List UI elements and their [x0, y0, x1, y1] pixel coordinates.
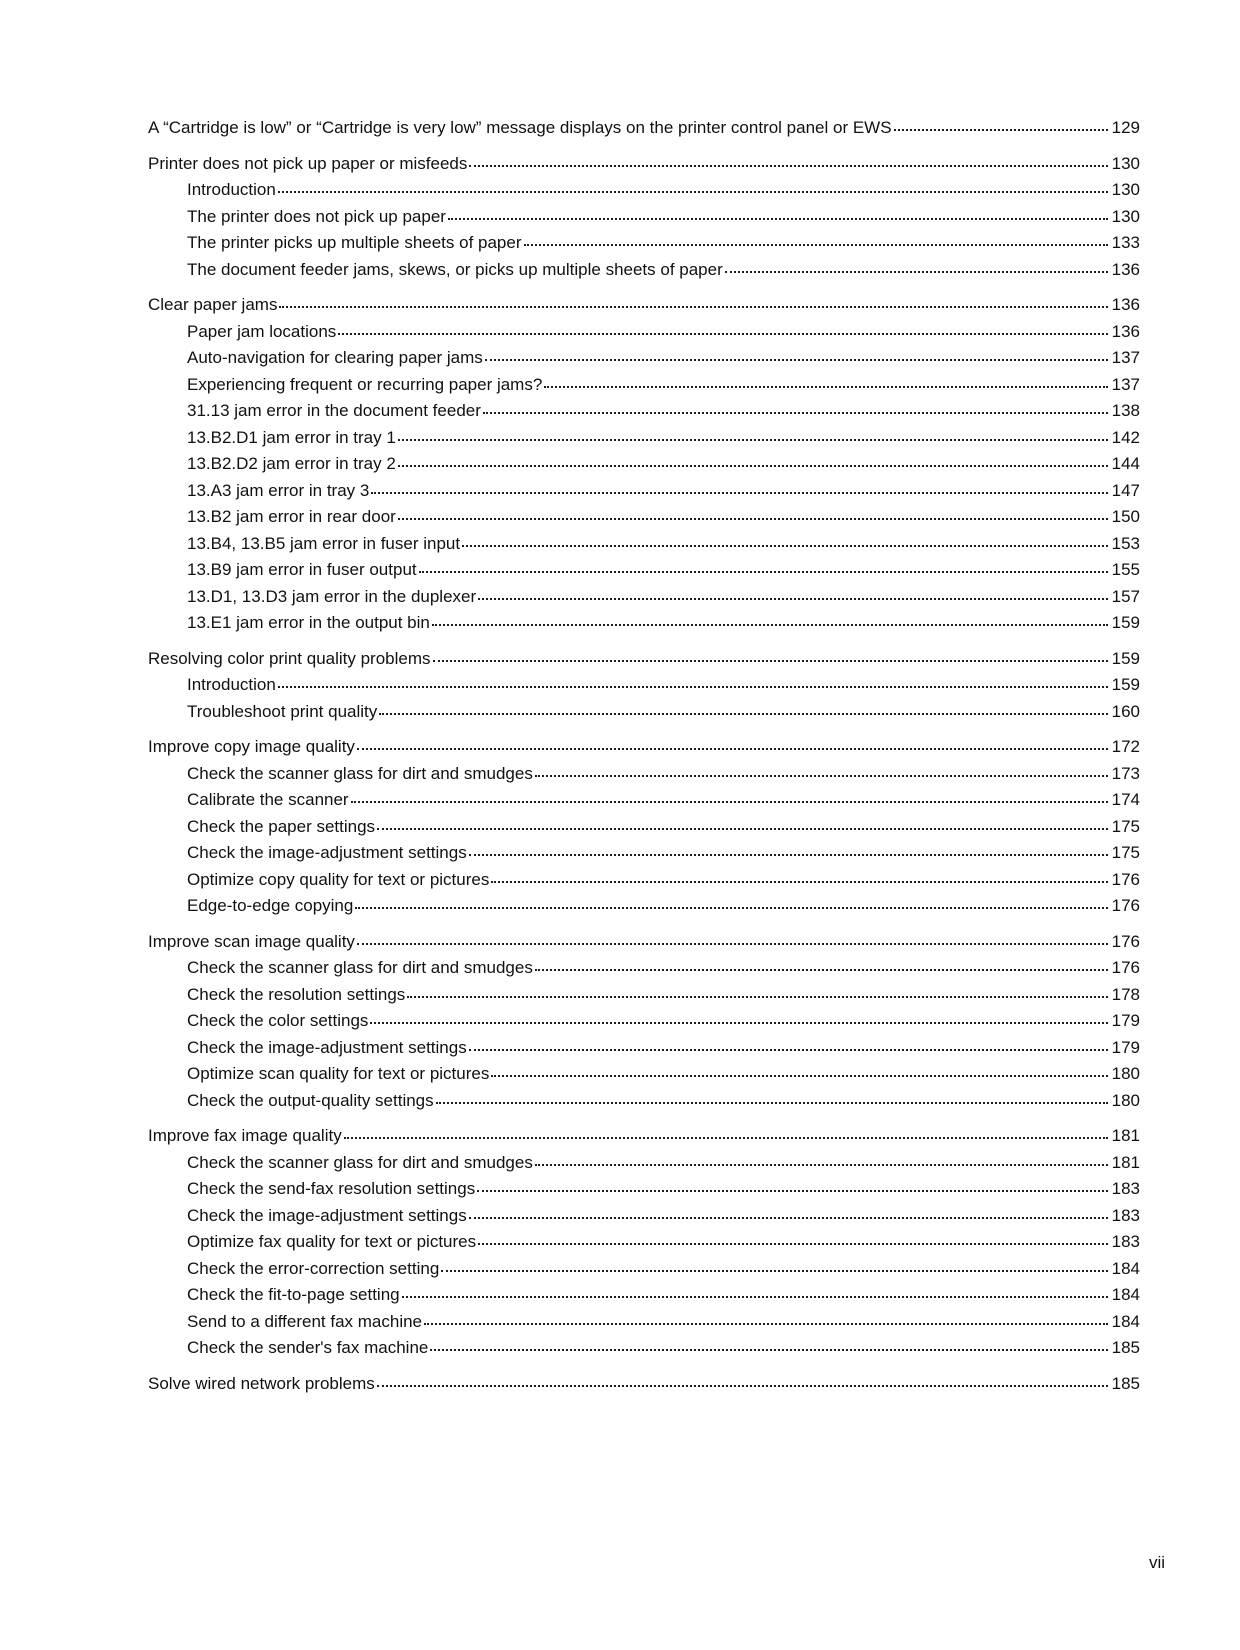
- toc-entry-page-number: 183: [1111, 1205, 1140, 1225]
- toc-entry-title: Check the scanner glass for dirt and smudges: [187, 1152, 533, 1172]
- toc-entry-title: 13.B2 jam error in rear door: [187, 507, 396, 526]
- dot-leader: [485, 359, 1108, 361]
- toc-entry-title: Check the image-adjustment settings: [187, 1205, 467, 1225]
- toc-entry-page-number: 144: [1111, 454, 1140, 473]
- toc-entry-title: Resolving color print quality problems: [148, 648, 431, 668]
- dot-leader: [491, 1075, 1107, 1077]
- dot-leader: [535, 775, 1108, 777]
- dot-leader: [279, 306, 1107, 308]
- toc-entry-title: Check the image-adjustment settings: [187, 843, 467, 862]
- toc-entry[interactable]: [148, 646, 1140, 673]
- toc-entry[interactable]: [148, 398, 1140, 425]
- dot-leader: [370, 1022, 1107, 1024]
- dot-leader: [478, 598, 1107, 600]
- toc-entry[interactable]: [148, 955, 1140, 982]
- dot-leader: [491, 881, 1107, 883]
- toc-entry-page-number: 173: [1111, 763, 1140, 783]
- toc-entry-title: Check the color settings: [187, 1011, 369, 1030]
- toc-entry[interactable]: [148, 1008, 1140, 1035]
- toc-entry-page-number: 180: [1111, 1064, 1140, 1083]
- toc-entry-title: Calibrate the scanner: [187, 790, 349, 809]
- toc-entry-title: 31.13 jam error in the document feeder: [187, 401, 481, 420]
- toc-entry-title: Paper jam locations: [187, 321, 337, 341]
- toc-entry-title: Introduction: [187, 180, 276, 199]
- toc-entry-page-number: 155: [1111, 560, 1140, 579]
- toc-entry-page-number: 159: [1111, 675, 1140, 694]
- dot-leader: [357, 748, 1108, 750]
- toc-entry-title: Edge-to-edge copying: [187, 896, 354, 915]
- toc-entry-title: Check the error-correction setting: [187, 1258, 440, 1278]
- toc-entry-title: Check the sender's fax machine: [187, 1338, 429, 1357]
- dot-leader: [524, 244, 1108, 246]
- toc-entry-title: Improve copy image quality: [148, 737, 355, 756]
- toc-entry-page-number: 160: [1111, 701, 1140, 721]
- toc-entry[interactable]: [148, 1371, 1140, 1398]
- toc-entry-page-number: 176: [1111, 869, 1140, 889]
- dot-leader: [469, 1049, 1108, 1051]
- toc-entry[interactable]: [148, 1282, 1140, 1309]
- toc-entry-title: Check the image-adjustment settings: [187, 1037, 467, 1057]
- toc-entry-page-number: 185: [1111, 1338, 1140, 1357]
- toc-entry-page-number: 130: [1111, 180, 1140, 199]
- toc-entry-title: The document feeder jams, skews, or picks up multiple sheets of paper: [187, 259, 723, 279]
- toc-entry-title: Experiencing frequent or recurring paper jams?: [187, 374, 543, 394]
- toc-entry[interactable]: [148, 584, 1140, 611]
- toc-entry-title: 13.B2.D2 jam error in tray 2: [187, 454, 396, 473]
- toc-entry-title: Improve fax image quality: [148, 1126, 342, 1145]
- toc-entry[interactable]: [148, 345, 1140, 372]
- toc-entry-page-number: 179: [1111, 1011, 1140, 1030]
- toc-entry-title: 13.A3 jam error in tray 3: [187, 480, 370, 500]
- toc-entry-page-number: 176: [1111, 931, 1140, 951]
- toc-entry-page-number: 176: [1111, 958, 1140, 977]
- toc-entry-title: Check the paper settings: [187, 816, 376, 836]
- toc-entry-page-number: 184: [1111, 1311, 1140, 1331]
- toc-entry-page-number: 172: [1111, 737, 1140, 756]
- toc-entry-page-number: 150: [1111, 507, 1140, 526]
- page-number-label: vii: [1148, 1553, 1165, 1572]
- toc-entry-page-number: 138: [1111, 401, 1140, 420]
- toc-entry-page-number: 137: [1111, 348, 1140, 367]
- dot-leader: [725, 271, 1108, 273]
- toc-entry[interactable]: [148, 840, 1140, 867]
- dot-leader: [483, 412, 1108, 414]
- toc-entry-page-number: 180: [1111, 1090, 1140, 1110]
- toc-entry-title: Check the scanner glass for dirt and smudges: [187, 958, 533, 977]
- toc-entry[interactable]: [148, 982, 1140, 1009]
- dot-leader: [469, 854, 1108, 856]
- toc-entry[interactable]: [148, 787, 1140, 814]
- toc-entry[interactable]: [148, 292, 1140, 319]
- toc-entry[interactable]: [148, 1176, 1140, 1203]
- toc-entry-page-number: 184: [1111, 1258, 1140, 1278]
- toc-entry-page-number: 185: [1111, 1373, 1140, 1393]
- toc-entry-page-number: 147: [1111, 480, 1140, 500]
- toc-entry[interactable]: [148, 1335, 1140, 1362]
- dot-leader: [477, 1190, 1107, 1192]
- dot-leader: [430, 1349, 1107, 1351]
- toc-entry[interactable]: [148, 425, 1140, 452]
- toc-entry[interactable]: [148, 504, 1140, 531]
- toc-entry[interactable]: [148, 1229, 1140, 1256]
- toc-entry[interactable]: [148, 814, 1140, 841]
- dot-leader: [436, 1102, 1108, 1104]
- toc-entry-page-number: 175: [1111, 816, 1140, 836]
- toc-entry[interactable]: [148, 1088, 1140, 1115]
- dot-leader: [419, 571, 1108, 573]
- toc-entry-title: Introduction: [187, 675, 276, 694]
- toc-entry-page-number: 183: [1111, 1232, 1140, 1251]
- toc-entry[interactable]: [148, 451, 1140, 478]
- toc-entry-page-number: 136: [1111, 259, 1140, 279]
- toc-entry-title: 13.E1 jam error in the output bin: [187, 613, 430, 632]
- toc-entry-page-number: 130: [1111, 153, 1140, 173]
- toc-entry[interactable]: [148, 151, 1140, 178]
- dot-leader: [433, 660, 1108, 662]
- toc-entry[interactable]: [148, 204, 1140, 231]
- dot-leader: [351, 801, 1108, 803]
- dot-leader: [535, 969, 1108, 971]
- toc-entry[interactable]: [148, 372, 1140, 399]
- toc-entry-title: Solve wired network problems: [148, 1373, 375, 1393]
- toc-entry[interactable]: [148, 115, 1140, 142]
- dot-leader: [379, 713, 1107, 715]
- toc-entry[interactable]: [148, 478, 1140, 505]
- dot-leader: [535, 1164, 1108, 1166]
- toc-entry[interactable]: [148, 1309, 1140, 1336]
- dot-leader: [278, 686, 1108, 688]
- toc-entry-title: Check the send-fax resolution settings: [187, 1179, 476, 1198]
- dot-leader: [441, 1270, 1107, 1272]
- toc-entry-title: Optimize scan quality for text or pictures: [187, 1064, 490, 1083]
- toc-entry[interactable]: [148, 1203, 1140, 1230]
- toc-entry[interactable]: [148, 1035, 1140, 1062]
- toc-entry[interactable]: [148, 531, 1140, 558]
- toc-entry-page-number: 136: [1111, 321, 1140, 341]
- toc-entry-page-number: 159: [1111, 613, 1140, 632]
- dot-leader: [402, 1296, 1108, 1298]
- toc-entry[interactable]: [148, 1061, 1140, 1088]
- toc-entry-page-number: 179: [1111, 1037, 1140, 1057]
- toc-entry-title: The printer picks up multiple sheets of paper: [187, 233, 522, 252]
- toc-entry-page-number: 174: [1111, 790, 1140, 809]
- dot-leader: [432, 624, 1108, 626]
- dot-leader: [478, 1243, 1108, 1245]
- toc-entry[interactable]: [148, 230, 1140, 257]
- toc-entry-title: Troubleshoot print quality: [187, 701, 378, 721]
- toc-entry-title: Check the resolution settings: [187, 984, 406, 1004]
- toc-entry-title: 13.B2.D1 jam error in tray 1: [187, 427, 396, 447]
- page-footer: [1149, 1552, 1165, 1574]
- toc-entry[interactable]: [148, 893, 1140, 920]
- toc-entry-title: Send to a different fax machine: [187, 1311, 423, 1331]
- dot-leader: [424, 1323, 1108, 1325]
- toc-entry[interactable]: [148, 672, 1140, 699]
- toc-entry-title: Improve scan image quality: [148, 931, 355, 951]
- dot-leader: [344, 1137, 1108, 1139]
- toc-entry-page-number: 142: [1111, 427, 1140, 447]
- toc-list: [148, 106, 1140, 1397]
- toc-entry[interactable]: [148, 867, 1140, 894]
- dot-leader: [377, 828, 1108, 830]
- dot-leader: [462, 545, 1108, 547]
- toc-entry-title: Auto-navigation for clearing paper jams: [187, 348, 483, 367]
- toc-entry[interactable]: [148, 734, 1140, 761]
- dot-leader: [371, 492, 1107, 494]
- toc-entry[interactable]: [148, 177, 1140, 204]
- dot-leader: [469, 165, 1107, 167]
- dot-leader: [377, 1385, 1108, 1387]
- toc-entry-title: 13.D1, 13.D3 jam error in the duplexer: [187, 586, 477, 606]
- toc-entry[interactable]: [148, 699, 1140, 726]
- toc-entry[interactable]: [148, 557, 1140, 584]
- toc-entry-page-number: 181: [1111, 1152, 1140, 1172]
- toc-entry[interactable]: [148, 929, 1140, 956]
- dot-leader: [407, 996, 1107, 998]
- toc-entry-page-number: 183: [1111, 1179, 1140, 1198]
- toc-entry-title: 13.B4, 13.B5 jam error in fuser input: [187, 533, 461, 553]
- dot-leader: [355, 907, 1107, 909]
- toc-entry-title: Check the scanner glass for dirt and smudges: [187, 763, 533, 783]
- dot-leader: [338, 333, 1107, 335]
- toc-entry-page-number: 159: [1111, 648, 1140, 668]
- dot-leader: [278, 191, 1108, 193]
- toc-entry-title: A “Cartridge is low” or “Cartridge is very low” message displays on the printer control panel or EWS: [148, 118, 892, 137]
- toc-entry-page-number: 153: [1111, 533, 1140, 553]
- toc-entry-page-number: 184: [1111, 1285, 1140, 1304]
- toc-entry-page-number: 176: [1111, 896, 1140, 915]
- dot-leader: [448, 218, 1108, 220]
- toc-entry-title: Clear paper jams: [148, 295, 278, 314]
- toc-entry-title: Optimize copy quality for text or pictures: [187, 869, 490, 889]
- dot-leader: [398, 439, 1108, 441]
- dot-leader: [398, 518, 1108, 520]
- toc-entry[interactable]: [148, 761, 1140, 788]
- toc-entry-page-number: 157: [1111, 586, 1140, 606]
- toc-entry[interactable]: [148, 1256, 1140, 1283]
- dot-leader: [357, 943, 1108, 945]
- toc-entry-page-number: 175: [1111, 843, 1140, 862]
- toc-entry[interactable]: [148, 610, 1140, 637]
- dot-leader: [398, 465, 1108, 467]
- toc-entry-page-number: 137: [1111, 374, 1140, 394]
- toc-entry-page-number: 133: [1111, 233, 1140, 252]
- toc-entry[interactable]: [148, 1123, 1140, 1150]
- toc-entry-title: Printer does not pick up paper or misfeeds: [148, 153, 468, 173]
- toc-entry-page-number: 129: [1111, 118, 1140, 137]
- toc-entry-title: Optimize fax quality for text or pictures: [187, 1232, 477, 1251]
- dot-leader: [544, 386, 1107, 388]
- toc-entry-page-number: 181: [1111, 1126, 1140, 1145]
- dot-leader: [469, 1217, 1108, 1219]
- toc-entry[interactable]: [148, 257, 1140, 284]
- toc-entry-title: Check the output-quality settings: [187, 1090, 434, 1110]
- toc-entry-page-number: 130: [1111, 206, 1140, 226]
- toc-entry-title: 13.B9 jam error in fuser output: [187, 560, 417, 579]
- toc-entry-page-number: 178: [1111, 984, 1140, 1004]
- toc-entry-title: The printer does not pick up paper: [187, 206, 446, 226]
- toc-entry[interactable]: [148, 319, 1140, 346]
- toc-entry-title: Check the fit-to-page setting: [187, 1285, 400, 1304]
- dot-leader: [894, 129, 1108, 131]
- toc-entry[interactable]: [148, 1150, 1140, 1177]
- toc-entry-page-number: 136: [1111, 295, 1140, 314]
